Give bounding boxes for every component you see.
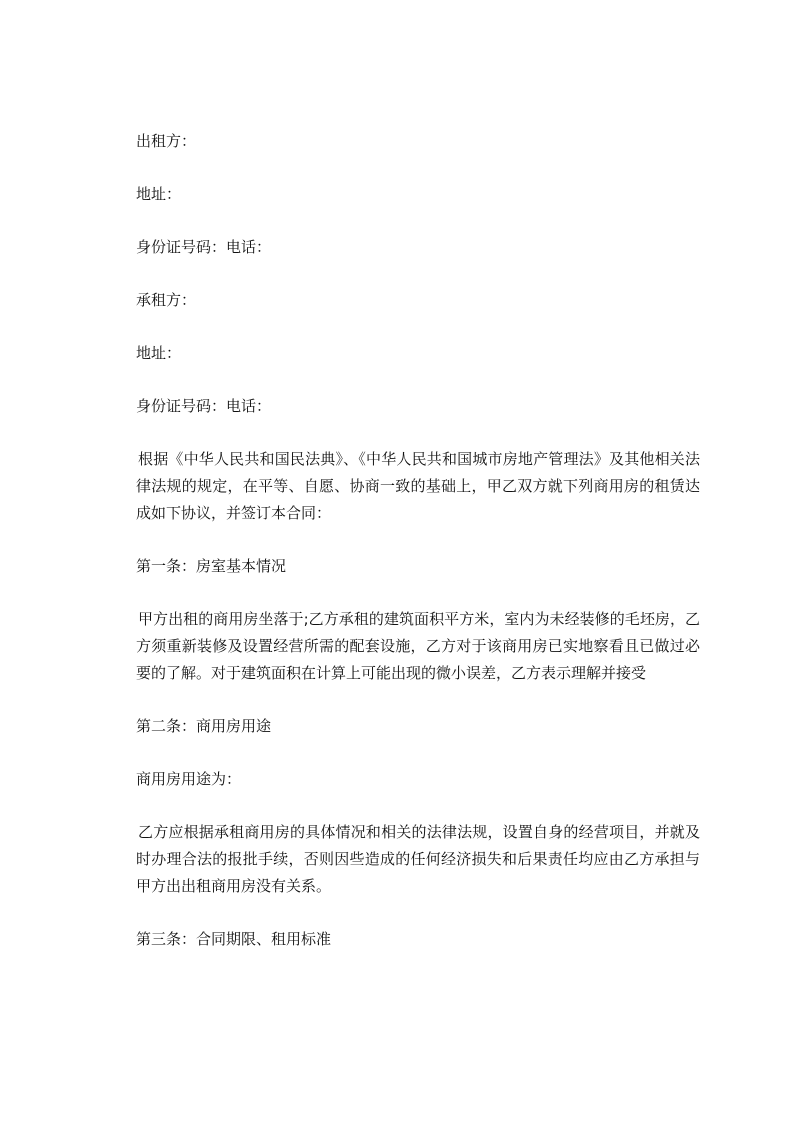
lessee-address: 地址： (136, 344, 182, 362)
lessee-label: 承租方： (136, 291, 197, 309)
spacer (136, 687, 700, 713)
document-body (136, 128, 700, 953)
lessor-label: 出租方： (136, 132, 197, 150)
article-3-title: 第三条：合同期限、租用标准 (136, 930, 332, 948)
article-1-text: 甲方出租的商用房坐落于;乙方承租的建筑面积平方米，室内为未经装修的毛坯房，乙方须重新装修及设置经营所需的配套设施，乙方对于该商用房已实地察看且已做过必要的了解。对于建筑面积在计算上可能出现的微小误差，乙方表示理解并接受 (136, 610, 700, 682)
spacer (136, 261, 700, 287)
article-1-title: 第一条：房室基本情况 (136, 557, 287, 575)
article-2-text: 乙方应根据承租商用房的具体情况和相关的法律法规，设置自身的经营项目，并就及时办理合法的报批手续，否则因些造成的任何经济损失和后果责任均应由乙方承担与甲方出出租商用房没有关系。 (136, 823, 700, 895)
lessor-address: 地址： (136, 185, 182, 203)
spacer (136, 580, 700, 606)
spacer (136, 527, 700, 553)
spacer (136, 793, 700, 819)
article-2-title: 第二条：商用房用途 (136, 717, 272, 735)
lessor-id-phone: 身份证号码：电话： (136, 238, 272, 256)
spacer (136, 208, 700, 234)
spacer (136, 367, 700, 393)
spacer (136, 900, 700, 926)
spacer (136, 314, 700, 340)
spacer (136, 155, 700, 181)
spacer (136, 420, 700, 446)
spacer (136, 740, 700, 766)
intro-paragraph: 根据《中华人民共和国民法典》、《中华人民共和国城市房地产管理法》及其他相关法律法规的规定，在平等、自愿、协商一致的基础上，甲乙双方就下列商用房的租赁达成如下协议，并签订本合同： (136, 450, 700, 522)
article-2-use: 商用房用途为： (136, 770, 242, 788)
lessee-id-phone: 身份证号码：电话： (136, 397, 272, 415)
